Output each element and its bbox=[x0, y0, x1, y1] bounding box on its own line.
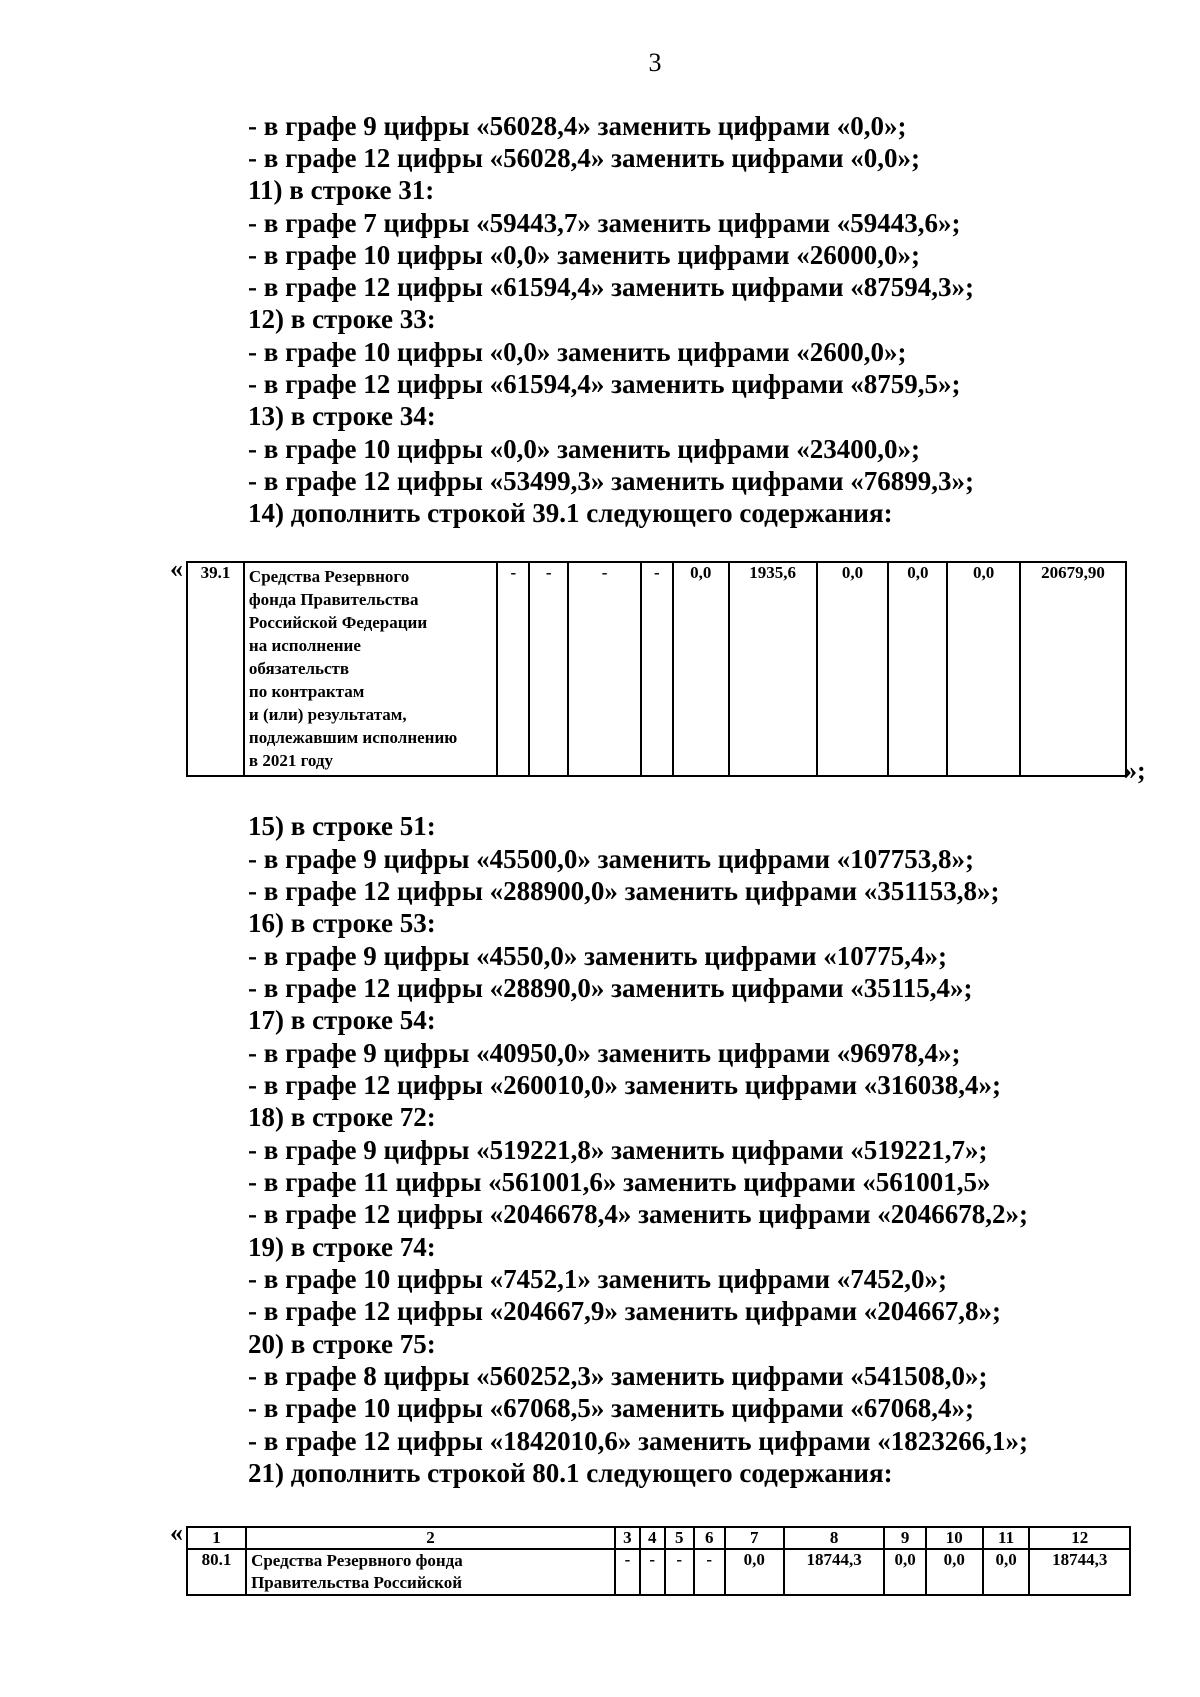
cell-col-4: - bbox=[529, 562, 568, 776]
name-line: и (или) результатам, bbox=[248, 705, 407, 724]
name-line: Российской Федерации bbox=[248, 613, 428, 632]
cell-col-11: 0,0 bbox=[983, 1549, 1030, 1595]
open-quote: « bbox=[170, 1518, 183, 1547]
name-line: Средства Резервного bbox=[248, 567, 410, 586]
table-row-39-1 bbox=[186, 561, 1127, 777]
cell-col-10: 0,0 bbox=[926, 1549, 983, 1595]
name-line: подлежавшим исполнению bbox=[248, 728, 458, 747]
doc-line: - в графе 10 цифры «0,0» заменить цифрами «2600,0»; bbox=[248, 337, 907, 367]
page-number: 3 bbox=[648, 48, 662, 77]
doc-line: - в графе 12 цифры «56028,4» заменить цифрами «0,0»; bbox=[248, 143, 921, 173]
cell-col-11: 0,0 bbox=[947, 562, 1020, 776]
open-quote: « bbox=[170, 554, 183, 583]
doc-line: - в графе 10 цифры «67068,5» заменить цифрами «67068,4»; bbox=[248, 1393, 975, 1423]
header-cell: 1 bbox=[187, 1527, 246, 1549]
doc-line: - в графе 9 цифры «519221,8» заменить цифрами «519221,7»; bbox=[248, 1135, 988, 1165]
doc-line: 12) в строке 33: bbox=[248, 304, 436, 334]
cell-col-5: - bbox=[568, 562, 641, 776]
cell-col-7: 0,0 bbox=[725, 1549, 784, 1595]
cell-col-6: - bbox=[641, 562, 673, 776]
cell-col-8: 18744,3 bbox=[784, 1549, 885, 1595]
header-cell: 4 bbox=[640, 1527, 665, 1549]
doc-line: - в графе 12 цифры «288900,0» заменить цифрами «351153,8»; bbox=[248, 876, 1000, 906]
header-cell: 12 bbox=[1029, 1527, 1130, 1549]
doc-line: 17) в строке 54: bbox=[248, 1005, 436, 1035]
cell-row-number: 39.1 bbox=[187, 562, 244, 776]
name-line: Правительства Российской bbox=[251, 1573, 463, 1592]
table-row-80-1 bbox=[186, 1526, 1131, 1596]
cell-col-7: 0,0 bbox=[673, 562, 729, 776]
cell-col-12: 20679,90 bbox=[1020, 562, 1126, 776]
doc-line: - в графе 7 цифры «59443,7» заменить цифрами «59443,6»; bbox=[248, 208, 961, 238]
name-line: по контрактам bbox=[248, 682, 365, 701]
cell-col-3: - bbox=[497, 562, 529, 776]
header-cell: 8 bbox=[784, 1527, 885, 1549]
doc-line: - в графе 12 цифры «53499,3» заменить цифрами «76899,3»; bbox=[248, 466, 975, 496]
doc-line: - в графе 12 цифры «1842010,6» заменить цифрами «1823266,1»; bbox=[248, 1426, 1029, 1456]
doc-line: - в графе 9 цифры «45500,0» заменить цифрами «107753,8»; bbox=[248, 844, 975, 874]
cell-col-4: - bbox=[640, 1549, 665, 1595]
doc-line: 11) в строке 31: bbox=[248, 175, 435, 205]
cell-col-9: 0,0 bbox=[884, 1549, 925, 1595]
cell-row-name bbox=[246, 1549, 615, 1595]
doc-line: 14) дополнить строкой 39.1 следующего содержания: bbox=[248, 498, 893, 528]
name-line: обязательств bbox=[248, 659, 350, 678]
cell-col-10: 0,0 bbox=[888, 562, 947, 776]
doc-line: - в графе 9 цифры «40950,0» заменить цифрами «96978,4»; bbox=[248, 1038, 961, 1068]
table-header-row bbox=[187, 1527, 1130, 1549]
cell-col-8: 1935,6 bbox=[729, 562, 817, 776]
doc-line: 20) в строке 75: bbox=[248, 1329, 436, 1359]
doc-line: 18) в строке 72: bbox=[248, 1102, 436, 1132]
doc-line: - в графе 12 цифры «260010,0» заменить цифрами «316038,4»; bbox=[248, 1070, 1002, 1100]
header-cell: 9 bbox=[884, 1527, 925, 1549]
doc-line: 15) в строке 51: bbox=[248, 811, 436, 841]
doc-line: 19) в строке 74: bbox=[248, 1232, 436, 1262]
cell-col-5: - bbox=[665, 1549, 694, 1595]
doc-line: - в графе 10 цифры «0,0» заменить цифрами «23400,0»; bbox=[248, 434, 921, 464]
doc-line: - в графе 10 цифры «7452,1» заменить цифрами «7452,0»; bbox=[248, 1264, 948, 1294]
cell-row-number: 80.1 bbox=[187, 1549, 246, 1595]
cell-row-name bbox=[244, 562, 497, 776]
table-row bbox=[187, 562, 1126, 776]
name-line: фонда Правительства bbox=[248, 590, 419, 609]
doc-line: 21) дополнить строкой 80.1 следующего содержания: bbox=[248, 1458, 893, 1488]
header-cell: 7 bbox=[725, 1527, 784, 1549]
header-cell: 10 bbox=[926, 1527, 983, 1549]
doc-line: - в графе 11 цифры «561001,6» заменить цифрами «561001,5» bbox=[248, 1167, 991, 1197]
name-line: на исполнение bbox=[248, 636, 361, 655]
doc-line: - в графе 10 цифры «0,0» заменить цифрами «26000,0»; bbox=[248, 240, 921, 270]
doc-line: 16) в строке 53: bbox=[248, 908, 436, 938]
doc-line: - в графе 12 цифры «28890,0» заменить цифрами «35115,4»; bbox=[248, 973, 973, 1003]
cell-col-9: 0,0 bbox=[817, 562, 889, 776]
cell-col-3: - bbox=[615, 1549, 640, 1595]
doc-line: - в графе 12 цифры «61594,4» заменить цифрами «8759,5»; bbox=[248, 369, 961, 399]
doc-line: 13) в строке 34: bbox=[248, 401, 436, 431]
cell-col-12: 18744,3 bbox=[1029, 1549, 1130, 1595]
doc-line: - в графе 12 цифры «61594,4» заменить цифрами «87594,3»; bbox=[248, 272, 975, 302]
doc-line: - в графе 12 цифры «2046678,4» заменить цифрами «2046678,2»; bbox=[248, 1199, 1029, 1229]
header-cell: 6 bbox=[694, 1527, 725, 1549]
doc-line: - в графе 8 цифры «560252,3» заменить цифрами «541508,0»; bbox=[248, 1361, 988, 1391]
name-line: в 2021 году bbox=[248, 751, 334, 770]
header-cell: 11 bbox=[983, 1527, 1030, 1549]
name-line: Средства Резервного фонда bbox=[251, 1551, 463, 1570]
doc-line: - в графе 12 цифры «204667,9» заменить цифрами «204667,8»; bbox=[248, 1296, 1002, 1326]
header-cell: 5 bbox=[665, 1527, 694, 1549]
header-cell: 3 bbox=[615, 1527, 640, 1549]
doc-line: - в графе 9 цифры «56028,4» заменить цифрами «0,0»; bbox=[248, 111, 907, 141]
close-quote: »; bbox=[1124, 756, 1146, 785]
cell-col-6: - bbox=[694, 1549, 725, 1595]
header-cell: 2 bbox=[246, 1527, 615, 1549]
doc-line: - в графе 9 цифры «4550,0» заменить цифрами «10775,4»; bbox=[248, 941, 948, 971]
table-row bbox=[187, 1549, 1130, 1595]
